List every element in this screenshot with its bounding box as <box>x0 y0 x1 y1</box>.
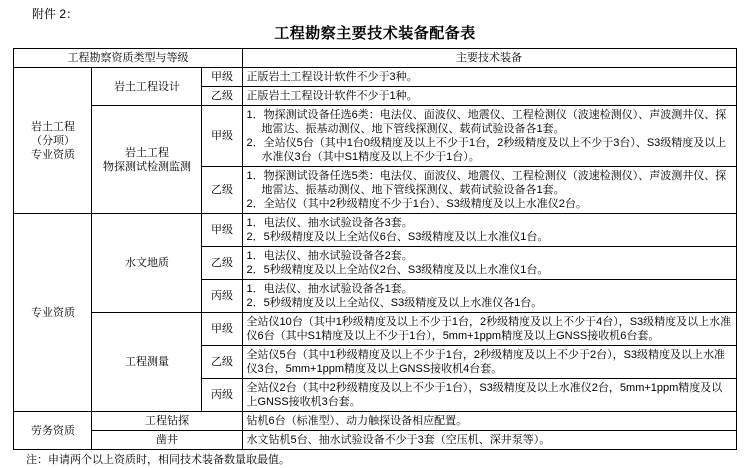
table-row <box>14 68 736 87</box>
content-line: 2．5秒级精度及以上全站仪2台、S3级精度及以上水准仪1台。 <box>246 264 549 276</box>
grade-cell: 甲级 <box>202 313 242 346</box>
category-cell <box>14 412 92 450</box>
grade-cell: 丙级 <box>202 280 242 313</box>
table-note: 注：申请两个以上资质时，相同技术装备数量取最值。 <box>26 454 290 466</box>
content-line: 2．5秒级精度及以上全站仪6台、S3级精度及以上水准仪1台。 <box>246 231 549 243</box>
content-cell <box>242 280 736 313</box>
content-line: 1．电法仪、抽水试验设备各1套。 <box>246 283 413 295</box>
grade-cell: 乙级 <box>202 87 242 106</box>
table-row <box>14 106 736 167</box>
content-cell: 全站仪2台（其中2秒级精度及以上不少于1台），S3级精度及以上水准仪2台，5mm+1ppm精度及以上GNSS接收机3台套。 <box>242 379 736 412</box>
content-line: 1．电法仪、抽水试验设备各2套。 <box>246 250 413 262</box>
subcategory-cell: 凿井 <box>92 431 242 450</box>
content-cell <box>242 106 736 167</box>
category-cell <box>14 214 92 412</box>
subcategory-label: 岩土工程 物探测试检测监测 <box>102 146 191 173</box>
subcategory-cell: 岩土工程设计 <box>92 68 202 106</box>
subcategory-cell: 水文地质 <box>92 214 202 313</box>
content-cell: 全站仪5台（其中1秒级精度及以上不少于1台，2秒级精度及以上不少于2台），S3级精度及以上水准仪3台，5mm+1ppm精度及以上GNSS接收机4台套。 <box>242 346 736 379</box>
subcategory-cell: 工程钻探 <box>92 412 242 431</box>
grade-cell: 甲级 <box>202 106 242 167</box>
table-header-row <box>14 49 736 68</box>
content-cell: 钻机6台（标准型）、动力触探设备相应配置。 <box>242 412 736 431</box>
attachment-label: 附件 2： <box>32 7 79 21</box>
category-label: 岩土工程 （分项） 专业资质 <box>30 120 75 161</box>
content-cell <box>242 247 736 280</box>
table-row <box>14 214 736 247</box>
grade-cell: 乙级 <box>202 247 242 280</box>
table-row <box>14 412 736 431</box>
content-line: 1．电法仪、抽水试验设备各3套。 <box>246 217 413 229</box>
content-cell: 水文钻机5台、抽水试验设备不少于3套（空压机、深井泵等）。 <box>242 431 736 450</box>
grade-cell: 丙级 <box>202 379 242 412</box>
equipment-table <box>13 48 736 450</box>
category-label: 专业资质 <box>30 306 75 319</box>
header-category: 工程勘察资质类型与等级 <box>14 49 242 68</box>
content-line: 1．物探测试设备任选5类：电法仪、面波仪、地震仪、工程检测仪（波速检测仪）、声波测井仪、探地雷达、振基动测仪、地下管线探测仪、载荷试验设备各1套。 <box>246 170 727 196</box>
content-cell <box>242 167 736 214</box>
category-cell <box>14 68 92 214</box>
header-equipment: 主要技术装备 <box>242 49 736 68</box>
content-cell <box>242 214 736 247</box>
category-label: 劳务资质 <box>30 424 75 437</box>
content-line: 1．物探测试设备任选6类：电法仪、面波仪、地震仪、工程检测仪（波速检测仪）、声波测井仪、探地雷达、振基动测仪、地下管线探测仪、载荷试验设备各1套。 <box>246 109 727 135</box>
content-cell: 正版岩土工程设计软件不少于3种。 <box>242 68 736 87</box>
content-line: 2．5秒级精度及以上全站仪、S3级精度及以上水准仪各1台。 <box>246 297 543 309</box>
table-row <box>14 313 736 346</box>
page-title: 工程勘察主要技术装备配备表 <box>274 25 476 42</box>
subcategory-cell: 工程测量 <box>92 313 202 412</box>
content-line: 2．全站仪（其中2秒级精度不少于1台）、S3级精度及以上水准仪2台。 <box>246 198 587 210</box>
subcategory-cell <box>92 106 202 214</box>
content-cell: 全站仪10台（其中1秒级精度及以上不少于1台，2秒级精度及以上不少于4台），S3级精度及以上水准仪6台（其中S1精度及以上不少于1台），5mm+1ppm精度及以上GNSS接收机6台套。 <box>242 313 736 346</box>
grade-cell: 乙级 <box>202 167 242 214</box>
content-cell: 正版岩土工程设计软件不少于1种。 <box>242 87 736 106</box>
grade-cell: 乙级 <box>202 346 242 379</box>
grade-cell: 甲级 <box>202 68 242 87</box>
content-line: 2．全站仪5台（其中1台0级精度及以上不少于1台，2秒级精度及以上不少于3台）、S3级精度及以上水准仪3台（其中S1精度及以上不少于1台）。 <box>246 137 727 163</box>
grade-cell: 甲级 <box>202 214 242 247</box>
